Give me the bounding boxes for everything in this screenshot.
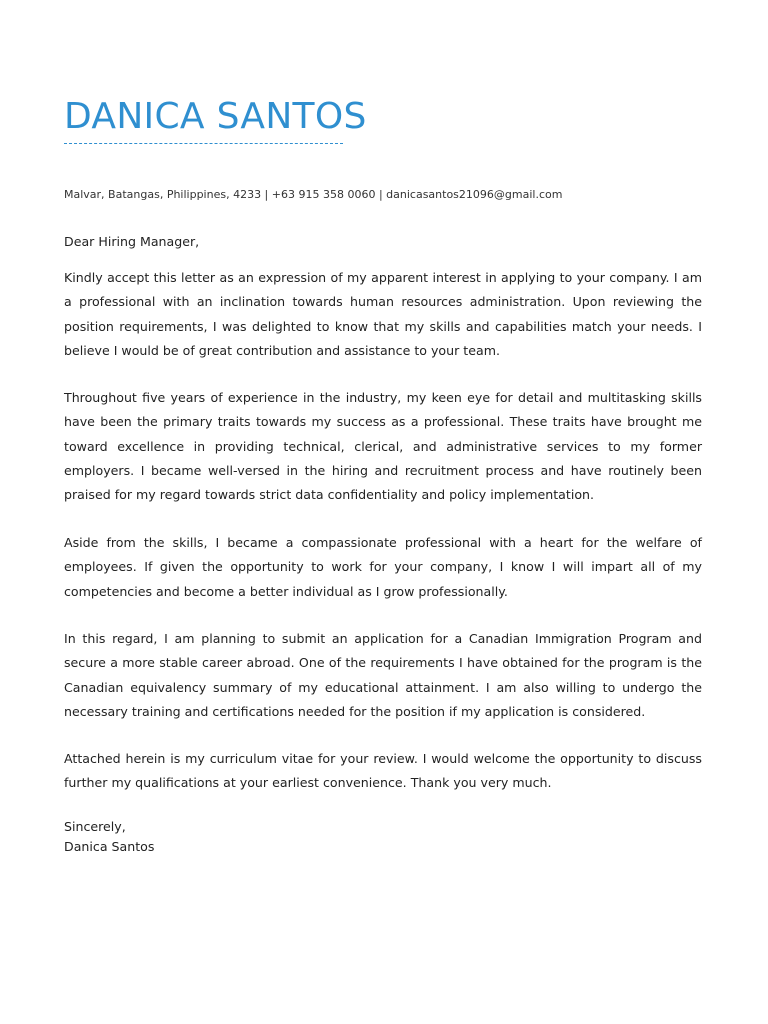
closing-block [64, 817, 154, 857]
salutation: Dear Hiring Manager, [64, 234, 200, 249]
header-divider [64, 143, 343, 144]
signature-name: Danica Santos [64, 839, 155, 854]
contact-info: Malvar, Batangas, Philippines, 4233 | +63 915 358 0060 | danicasantos21096@gmail.com [64, 188, 563, 201]
applicant-name: DANICA SANTOS [64, 96, 367, 137]
paragraph-5: Attached herein is my curriculum vitae for your review. I would welcome the opportunity to discuss further my qualifications at your earliest convenience. Thank you very much. [64, 751, 702, 791]
paragraph-3: Aside from the skills, I became a compassionate professional with a heart for the welfare of employees. If given the opportunity to work for your company, I know I will impart all of my competencies and become a better individual as I grow professionally. [64, 535, 702, 599]
paragraph-2: Throughout five years of experience in the industry, my keen eye for detail and multitasking skills have been the primary traits towards my success as a professional. These traits have brought me toward excellence in providing technical, clerical, and administrative services to my former employers. I became well-versed in the hiring and recruitment process and have routinely been praised for my regard towards strict data confidentiality and policy implementation. [64, 390, 702, 503]
closing-phrase: Sincerely, [64, 819, 126, 834]
paragraph-4: In this regard, I am planning to submit an application for a Canadian Immigration Program and secure a more stable career abroad. One of the requirements I have obtained for the program is the Canadian equivalency summary of my educational attainment. I am also willing to undergo the necessary training and certifications needed for the position if my application is considered. [64, 631, 702, 719]
paragraph-1: Kindly accept this letter as an expression of my apparent interest in applying to your company. I am a professional with an inclination towards human resources administration. Upon reviewing the position requirements, I was delighted to know that my skills and capabilities match your needs. I believe I would be of great contribution and assistance to your team. [64, 270, 702, 358]
